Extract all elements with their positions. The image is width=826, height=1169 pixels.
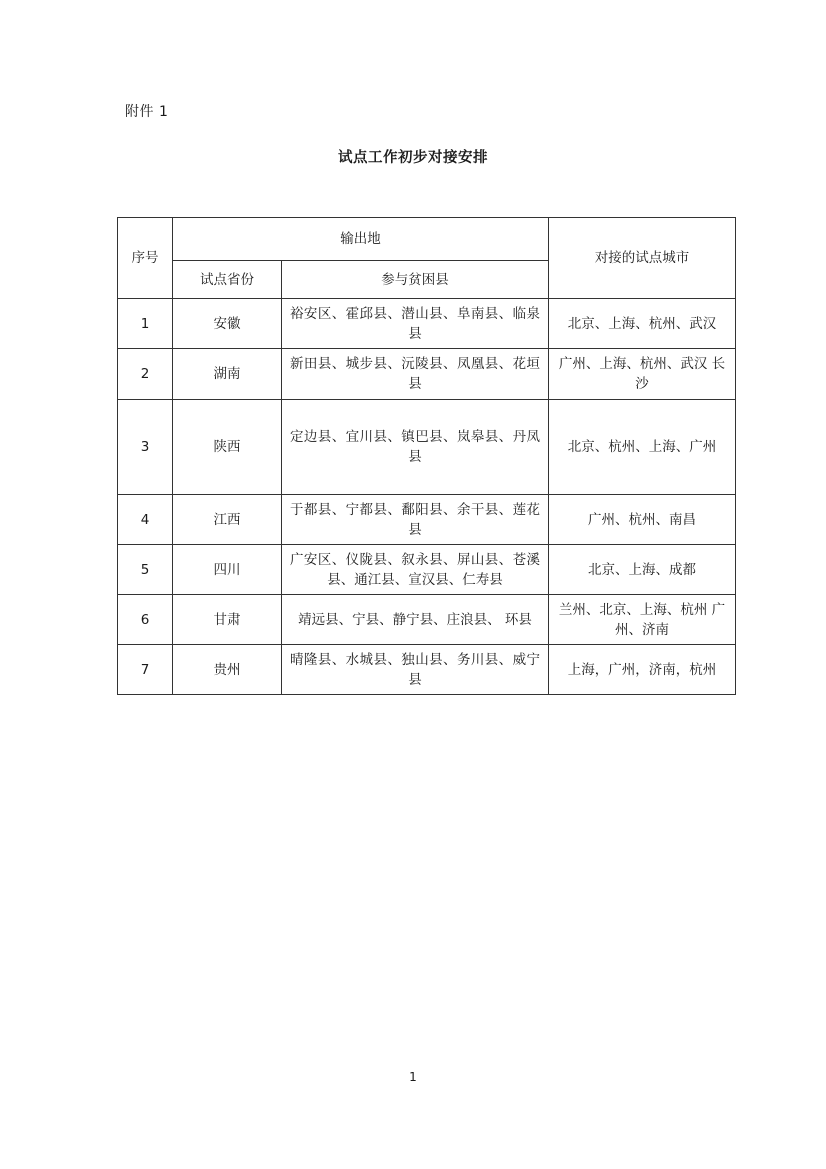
row-counties: 定边县、宜川县、镇巴县、岚皋县、丹凤县 xyxy=(282,400,549,495)
table-row xyxy=(118,495,736,545)
table-row xyxy=(118,645,736,695)
row-cities: 广州、杭州、南昌 xyxy=(549,495,736,545)
row-counties: 裕安区、霍邱县、潜山县、阜南县、临泉县 xyxy=(282,299,549,349)
row-cities: 北京、杭州、上海、广州 xyxy=(549,400,736,495)
row-seq: 5 xyxy=(118,545,173,595)
row-cities: 北京、上海、成都 xyxy=(549,545,736,595)
attachment-label: 附件 1 xyxy=(125,104,169,120)
row-seq: 7 xyxy=(118,645,173,695)
header-cities: 对接的试点城市 xyxy=(549,218,736,299)
row-counties: 晴隆县、水城县、独山县、务川县、威宁县 xyxy=(282,645,549,695)
header-province: 试点省份 xyxy=(173,261,282,299)
row-cities: 北京、上海、杭州、武汉 xyxy=(549,299,736,349)
row-counties: 靖远县、宁县、静宁县、庄浪县、 环县 xyxy=(282,595,549,645)
table-row xyxy=(118,545,736,595)
row-province: 甘肃 xyxy=(173,595,282,645)
table-row xyxy=(118,400,736,495)
page-number: 1 xyxy=(409,1070,417,1084)
row-province: 贵州 xyxy=(173,645,282,695)
row-province: 湖南 xyxy=(173,349,282,400)
row-seq: 2 xyxy=(118,349,173,400)
row-counties: 新田县、城步县、沅陵县、凤凰县、花垣县 xyxy=(282,349,549,400)
row-seq: 6 xyxy=(118,595,173,645)
header-origin: 输出地 xyxy=(173,218,549,261)
pilot-arrangement-table xyxy=(117,217,736,695)
row-cities: 上海，广州，济南，杭州 xyxy=(549,645,736,695)
row-province: 安徽 xyxy=(173,299,282,349)
table-row xyxy=(118,349,736,400)
row-seq: 3 xyxy=(118,400,173,495)
row-province: 江西 xyxy=(173,495,282,545)
header-counties: 参与贫困县 xyxy=(282,261,549,299)
table-header-row xyxy=(118,218,736,261)
header-seq: 序号 xyxy=(118,218,173,299)
table-row xyxy=(118,595,736,645)
row-counties: 于都县、宁都县、鄱阳县、余干县、莲花县 xyxy=(282,495,549,545)
row-seq: 1 xyxy=(118,299,173,349)
document-title: 试点工作初步对接安排 xyxy=(338,150,488,166)
row-province: 四川 xyxy=(173,545,282,595)
row-province: 陕西 xyxy=(173,400,282,495)
table-row xyxy=(118,299,736,349)
row-cities: 广州、上海、杭州、武汉 长沙 xyxy=(549,349,736,400)
row-cities: 兰州、北京、上海、杭州 广州、济南 xyxy=(549,595,736,645)
row-seq: 4 xyxy=(118,495,173,545)
row-counties: 广安区、仪陇县、叙永县、屏山县、苍溪县、通江县、宣汉县、仁寿县 xyxy=(282,545,549,595)
